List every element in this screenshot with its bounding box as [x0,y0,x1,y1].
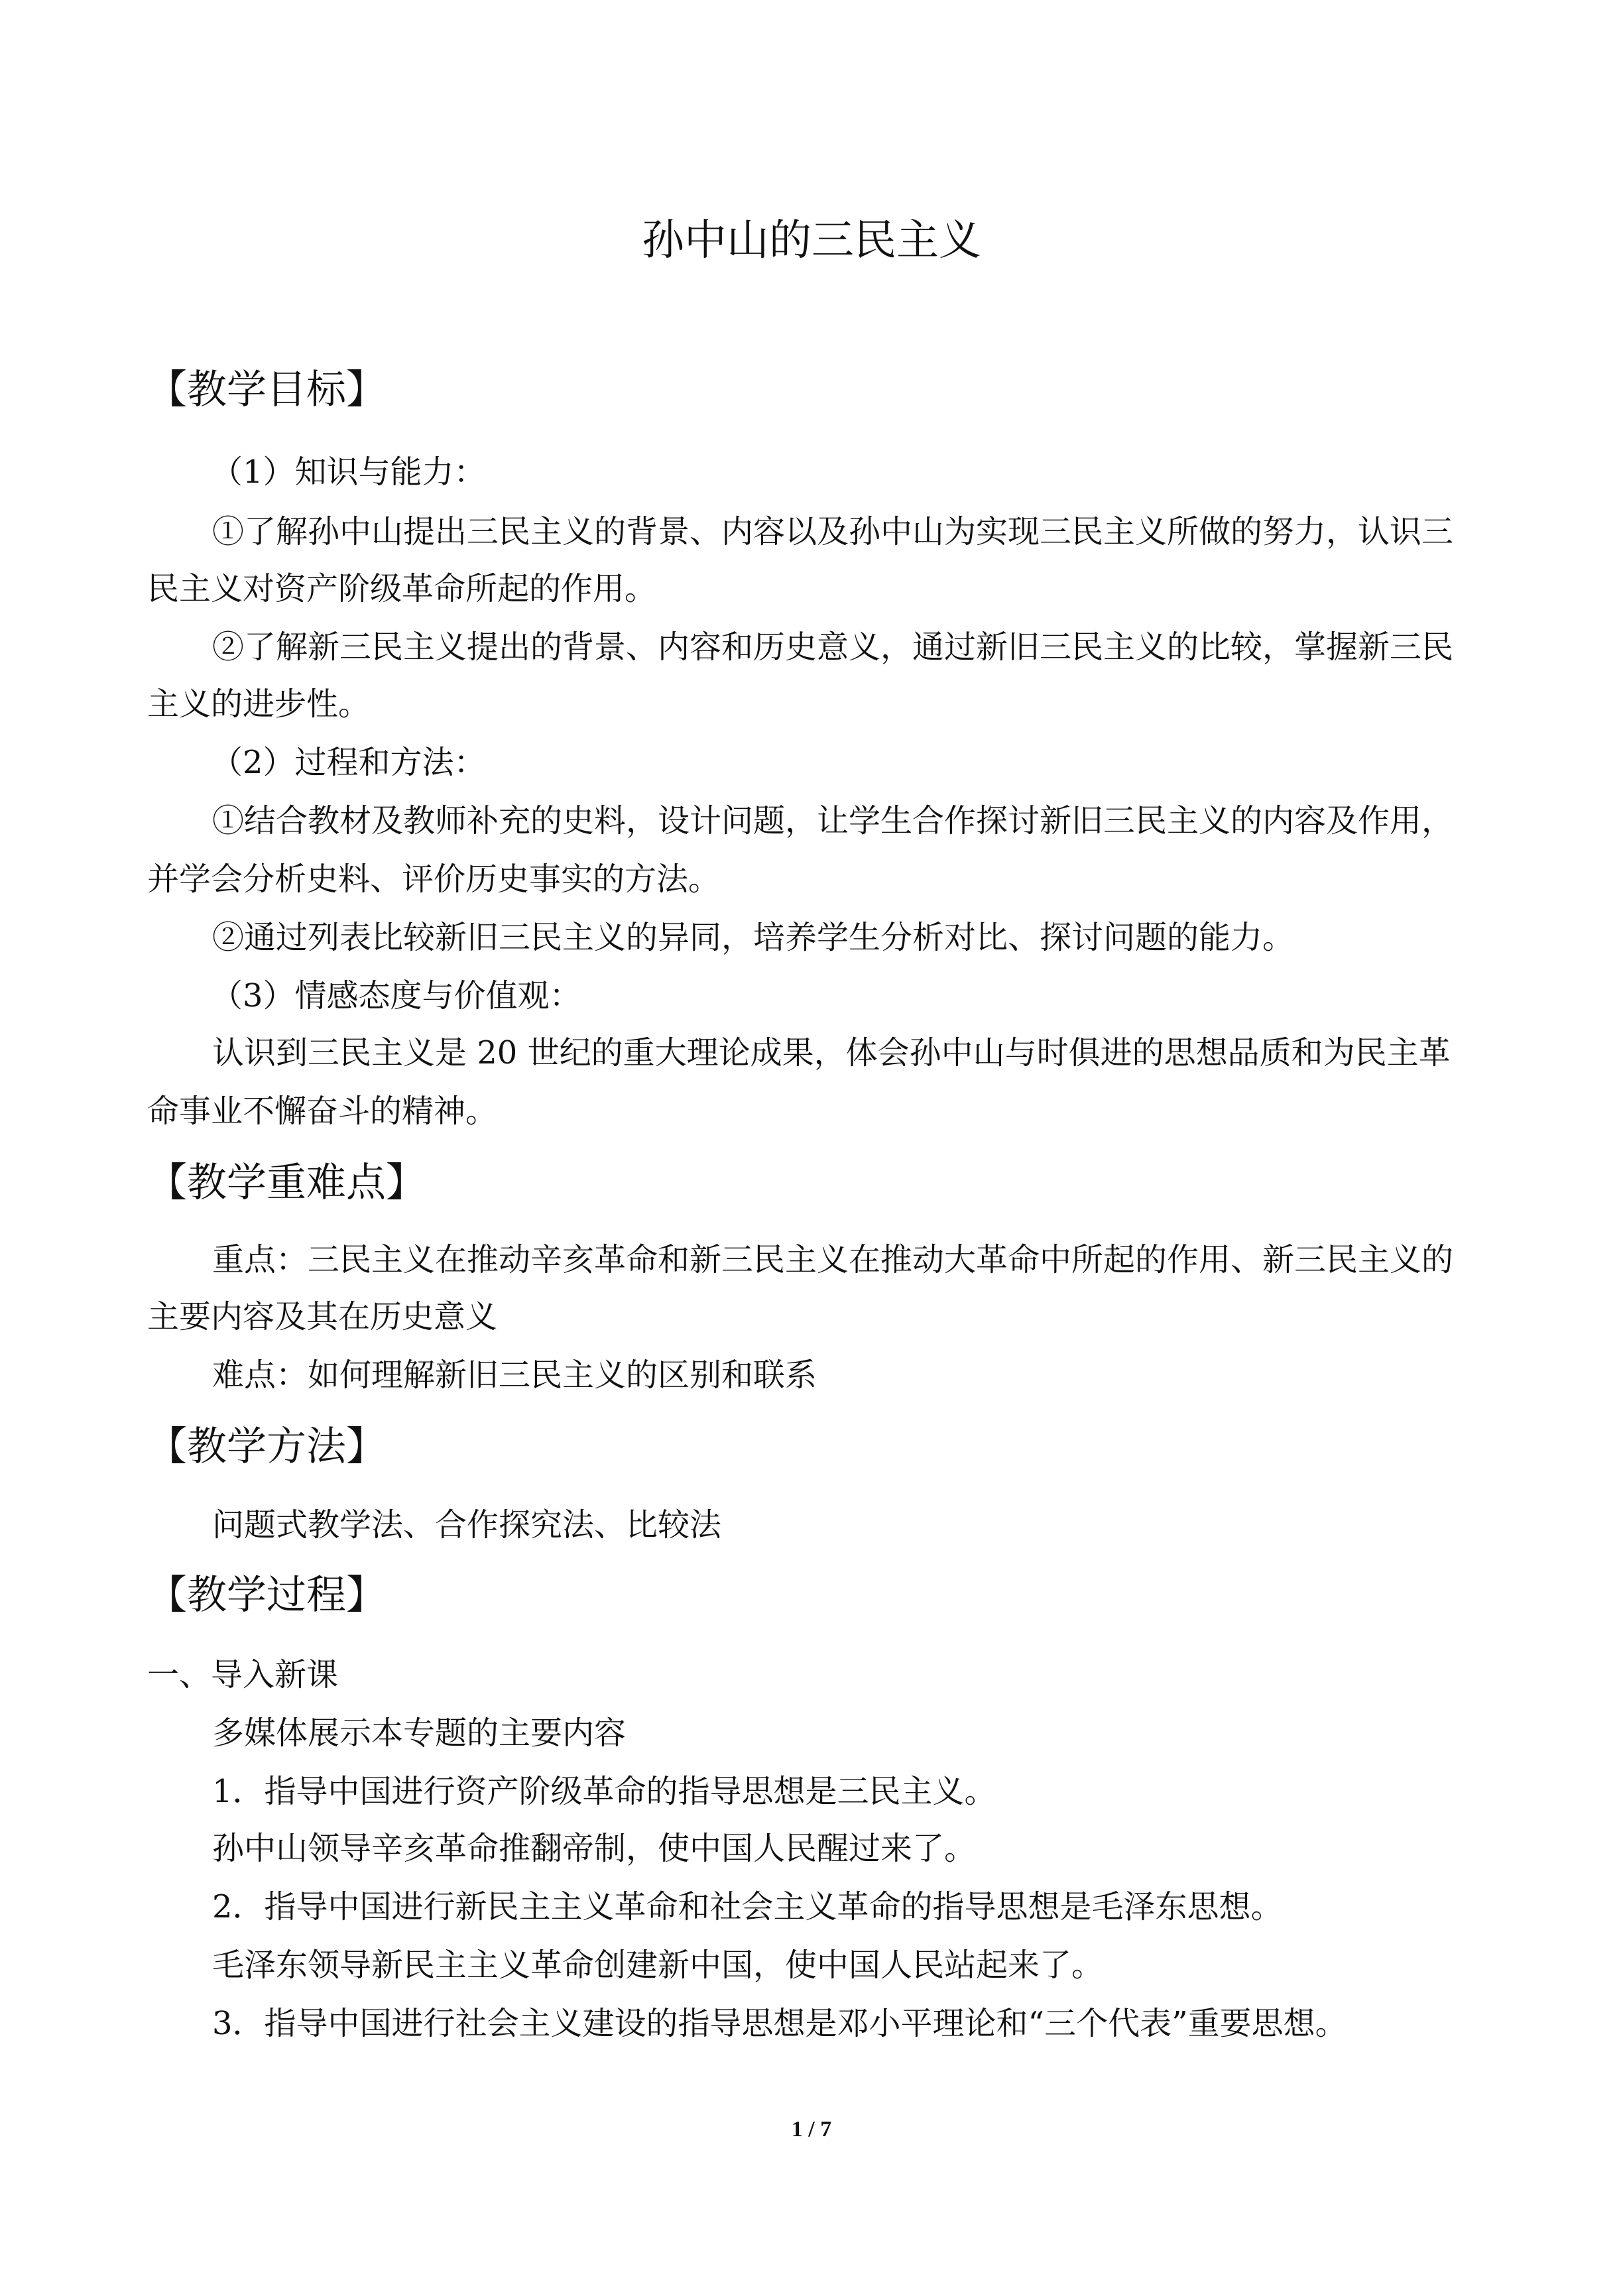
list-item: 3．指导中国进行社会主义建设的指导思想是邓小平理论和“三个代表”重要思想。 [212,2005,1347,2042]
knowledge-label: （1）知识与能力： [211,453,486,491]
page-number: 1 / 7 [791,2117,832,2142]
list-item: 1．指导中国进行资产阶级革命的指导思想是三民主义。 [212,1773,996,1810]
section-heading-process: 【教学过程】 [147,1572,386,1618]
paragraph-line: 问题式教学法、合作探究法、比较法 [212,1506,722,1543]
paragraph-line: 难点：如何理解新旧三民主义的区别和联系 [212,1357,817,1394]
section-heading-key-points: 【教学重难点】 [147,1160,426,1206]
emotion-label: （3）情感态度与价值观： [211,977,581,1014]
subsection-heading: 一、导入新课 [147,1656,339,1693]
section-heading-methods: 【教学方法】 [147,1423,386,1470]
paragraph-line: 重点：三民主义在推动辛亥革命和新三民主义在推动大革命中所起的作用、新三民主义的 [212,1241,1454,1278]
paragraph-line: 主要内容及其在历史意义 [147,1298,498,1335]
paragraph-line: 孙中山领导辛亥革命推翻帝制，使中国人民醒过来了。 [212,1830,977,1867]
paragraph-line: 命事业不懈奋斗的精神。 [147,1093,498,1130]
paragraph-line: ①结合教材及教师补充的史料，设计问题，让学生合作探讨新旧三民主义的内容及作用， [212,802,1454,839]
paragraph-line: 主义的进步性。 [147,686,371,723]
paragraph-line: 多媒体展示本专题的主要内容 [212,1715,627,1752]
paragraph-line: ①了解孙中山提出三民主义的背景、内容以及孙中山为实现三民主义所做的努力，认识三 [212,513,1454,550]
paragraph-line: ②了解新三民主义提出的背景、内容和历史意义，通过新旧三民主义的比较，掌握新三民 [212,629,1454,666]
paragraph-line: 认识到三民主义是 20 世纪的重大理论成果，体会孙中山与时俱进的思想品质和为民主革 [212,1034,1451,1071]
process-label: （2）过程和方法： [211,744,486,781]
page-title: 孙中山的三民主义 [642,216,981,265]
paragraph-line: 民主义对资产阶级革命所起的作用。 [147,570,657,607]
section-heading-goals: 【教学目标】 [147,367,386,413]
list-item: 2．指导中国进行新民主主义革命和社会主义革命的指导思想是毛泽东思想。 [212,1888,1283,1925]
paragraph-line: 毛泽东领导新民主主义革命创建新中国，使中国人民站起来了。 [212,1947,1104,1984]
paragraph-line: 并学会分析史料、评价历史事实的方法。 [147,861,721,898]
paragraph-line: ②通过列表比较新旧三民主义的异同，培养学生分析对比、探讨问题的能力。 [212,919,1295,956]
